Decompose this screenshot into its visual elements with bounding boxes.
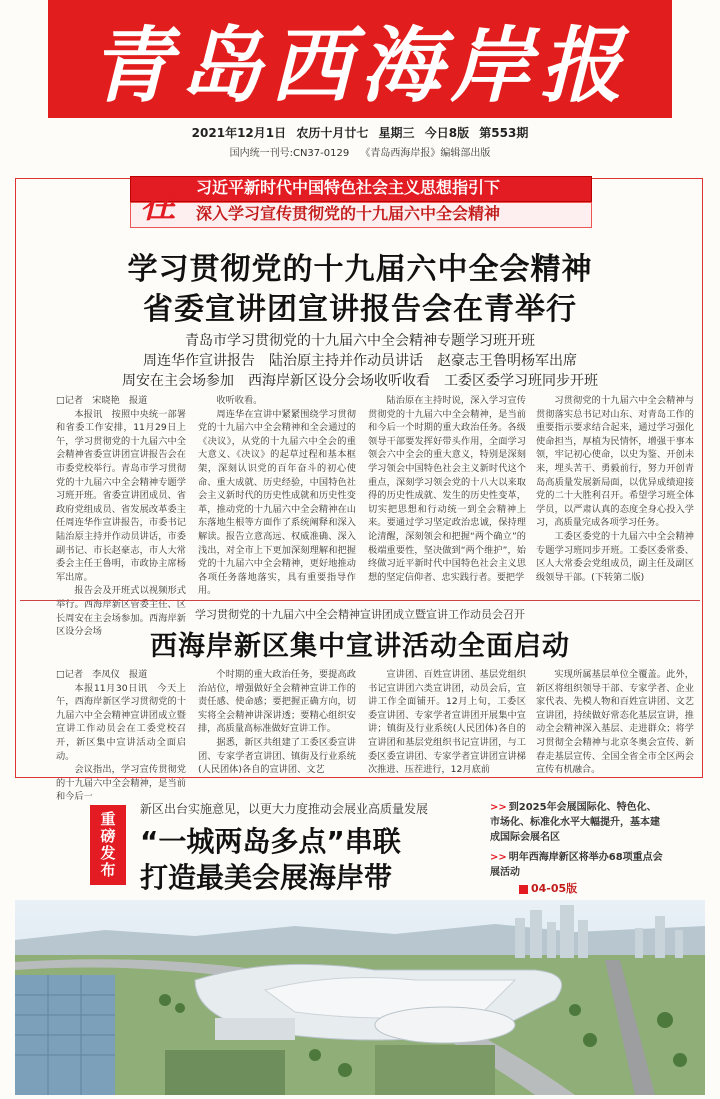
square-icon xyxy=(519,885,528,894)
lead-column-2 xyxy=(198,394,356,597)
lead-paragraph: 陆治原在主持时说，深入学习宣传贯彻党的十九届六中全会精神，是当前和今后一个时期的重大政治任务。各级领导干部要发挥好带头作用，全面学习领会六中全会的重大意义，特别是深刻学习领会中国特色社会主义新时代这个重点，深刻学习领会党的十八大以来取得的历史性成就、发生的历史性变革，切实把思想和行动统一到全会精神上来。要通过学习坚定政治忠诚，保持理论清醒，深刻领会和把握“两个确立”的极端重要性，坚决做到“两个维护”，始终做习近平新时代中国特色社会主义思想的坚定信仰者、忠实践行者。要把学 xyxy=(368,395,526,583)
section2-paragraph: 个时期的重大政治任务，要提高政治站位，增强做好全会精神宣讲工作的责任感、使命感；要把握正确方向，切实将全会精神讲深讲透；要精心组织安排，高质量高标准做好宣讲工作。 xyxy=(198,669,356,735)
lunar-date: 农历十月廿七 xyxy=(296,126,369,140)
theme-line-2: 深入学习宣传贯彻党的十九届六中全会精神 xyxy=(196,204,501,223)
lead-subhead-3: 周安在主会场参加 西海岸新区设分会场收听收看 工委区委学习班同步开班 xyxy=(122,373,598,389)
lead-reporter: □记者 宋晓艳 报道 xyxy=(56,395,148,406)
section2-paragraph: 会议指出，学习宣传贯彻党的十九届六中全会精神，是当前和今后一 xyxy=(56,764,186,803)
double-arrow-icon: >> xyxy=(490,852,507,863)
section2-paragraph: 本报11月30日讯 今天上午，西海岸新区学习贯彻党的十九届六中全会精神宣讲团成立暨宣讲工作动员会在工委党校召开，新区集中宣讲活动全面启动。 xyxy=(56,682,186,762)
lead-column-3 xyxy=(368,394,526,594)
lead-paragraph: 收听收看。 xyxy=(216,395,263,406)
issue-number: 第553期 xyxy=(479,126,529,140)
convention-center-aerial-illustration xyxy=(15,900,705,1095)
promo-intro: 新区出台实施意见，以更大力度推动会展业高质量发展 xyxy=(140,802,429,816)
promo-pages-label: 04-05版 xyxy=(531,882,578,895)
promo-headline-2: 打造最美会展海岸带 xyxy=(140,861,393,894)
section2-paragraph: 宣讲团、百姓宣讲团、基层党组织书记宣讲团六类宣讲团，动员会后，宣讲工作全面铺开。12月上旬，工委区委宣讲团、专家学者宣讲团开展集中宣讲；镇街及行业系统(人民团体)各自的宣讲团和基层党组织书记宣讲团，与工委区委宣讲团、专家学者宣讲团宣讲梯次推进、压茬进行，12月底前 xyxy=(368,669,526,776)
dateline xyxy=(0,124,720,141)
double-arrow-icon: >> xyxy=(490,802,507,813)
promo-point-text: 明年西海岸新区将举办68项重点会展活动 xyxy=(490,852,663,878)
lead-column-1 xyxy=(56,394,186,638)
lead-subhead-1: 青岛市学习贯彻党的十九届六中全会精神专题学习班开班 xyxy=(185,333,535,349)
section2-paragraph: 据悉，新区共组建了工委区委宣讲团、专家学者宣讲团、镇街及行业系统(人民团体)各自的宣讲团、文艺 xyxy=(198,736,356,776)
lead-paragraph: 周连华在宣讲中紧紧围绕学习贯彻党的十九届六中全会精神和全会通过的《决议》，从党的十九届六中全会的重大意义、《决议》的起草过程和基本框架，深刻认识党的百年奋斗的初心使命、重大成就、历史经验，中国特色社会主义新时代的历史性成就和历史性变革，推动党的十九届六中全会精神在山东落地生根等方面作了系统阐释和深入解读。报告立意高远、权威准确、深入浅出，对全市上下更加深刻理解和把握党的十九届六中全会精神，更好地推动各项任务落地落实，具有重要指导作用。 xyxy=(198,408,356,597)
section2-headline: 西海岸新区集中宣讲活动全面启动 xyxy=(150,631,570,662)
page-count: 今日8版 xyxy=(424,126,470,140)
lead-paragraph: 本报讯 按照中央统一部署和省委工作安排，11月29日上午，学习贯彻党的十九届六中全会精神省委宣讲团宣讲报告会在市委党校举行。青岛市学习贯彻党的十九届六中全会精神专题学习班开班。省委宣讲团成员、省政府党组成员、省发展改革委主任周连华作宣讲报告，市委书记陆治原主持并作动员讲话，市委副书记、市长赵豪志，市人大常委会主任王鲁明，市政协主席杨军出席。 xyxy=(56,408,186,583)
lead-subhead-2: 周连华作宣讲报告 陆治原主持并作动员讲话 赵豪志王鲁明杨军出席 xyxy=(143,353,577,369)
lead-headline-2: 省委宣讲团宣讲报告会在青举行 xyxy=(143,292,577,327)
section2-column-3 xyxy=(368,668,526,776)
section2-subhead: 学习贯彻党的十九届六中全会精神宣讲团成立暨宣讲工作动员会召开 xyxy=(195,608,525,621)
lead-paragraph: 工委区委党的十九届六中全会精神专题学习班同步开班。工委区委常委、区人大常委会党组成员，副主任及副区级领导干部。(下转第二版) xyxy=(536,530,694,583)
lead-headline-1: 学习贯彻党的十九届六中全会精神 xyxy=(127,252,593,287)
section2-column-1 xyxy=(56,668,186,803)
promo-point-1 xyxy=(490,800,665,845)
promo-point-text: 到2025年会展国际化、特色化、市场化、标准化水平大幅提升，基本建成国际会展名区 xyxy=(490,802,660,843)
promo-page-ref xyxy=(519,880,577,896)
promo-badge: 重磅发布 xyxy=(90,805,126,885)
section2-paragraph: 实现所属基层单位全覆盖。此外，新区将组织领导干部、专家学者、企业家代表、先模人物和百姓宣讲团、文艺宣讲团，持续做好常态化基层宣讲，推动全会精神深入基层、走进群众；将学习贯彻全会精神与北京冬奥会宣传、新春走基层宣传、全国全省全市全区两会宣传有机融合。 xyxy=(536,669,694,776)
publication-info xyxy=(0,144,720,159)
aerial-photo xyxy=(15,900,705,1095)
weekday: 星期三 xyxy=(378,126,415,140)
lead-paragraph: 习贯彻党的十九届六中全会精神与贯彻落实总书记对山东、对青岛工作的重要指示要求结合起来，通过学习强化使命担当，厚植为民情怀，增强干事本领，牢记初心使命，以史为鉴、开创未来，埋头苦干、勇毅前行，努力开创青岛高质量发展新局面，以优异成绩迎接党的二十大胜利召开。希望学习班全体学员，以严肃认真的态度全身心投入学习，高质量完成各项学习任务。 xyxy=(536,395,694,529)
section2-column-2 xyxy=(198,668,356,776)
theme-line-1: 习近平新时代中国特色社会主义思想指引下 xyxy=(196,178,501,197)
promo-headline-1: “一城两岛多点”串联 xyxy=(140,825,401,858)
theme-badge: 在 xyxy=(139,184,176,226)
date: 2021年12月1日 xyxy=(191,126,287,140)
publisher: 《青岛西海岸报》编辑部出版 xyxy=(360,148,491,159)
lead-column-4 xyxy=(536,394,694,594)
masthead xyxy=(48,0,672,118)
section-divider xyxy=(20,600,700,601)
serial-number: 国内统一刊号:CN37-0129 xyxy=(229,148,350,159)
lead-paragraph: 报告会及开班式以视频形式举行。西海岸新区管委主任、区长周安在主会场参加。西海岸新区设分会场 xyxy=(56,585,186,638)
masthead-title: 青岛西海岸报 xyxy=(90,17,630,114)
section2-column-4 xyxy=(536,668,694,776)
section2-reporter: □记者 李凤仪 报道 xyxy=(56,669,148,680)
promo-point-2 xyxy=(490,850,665,880)
